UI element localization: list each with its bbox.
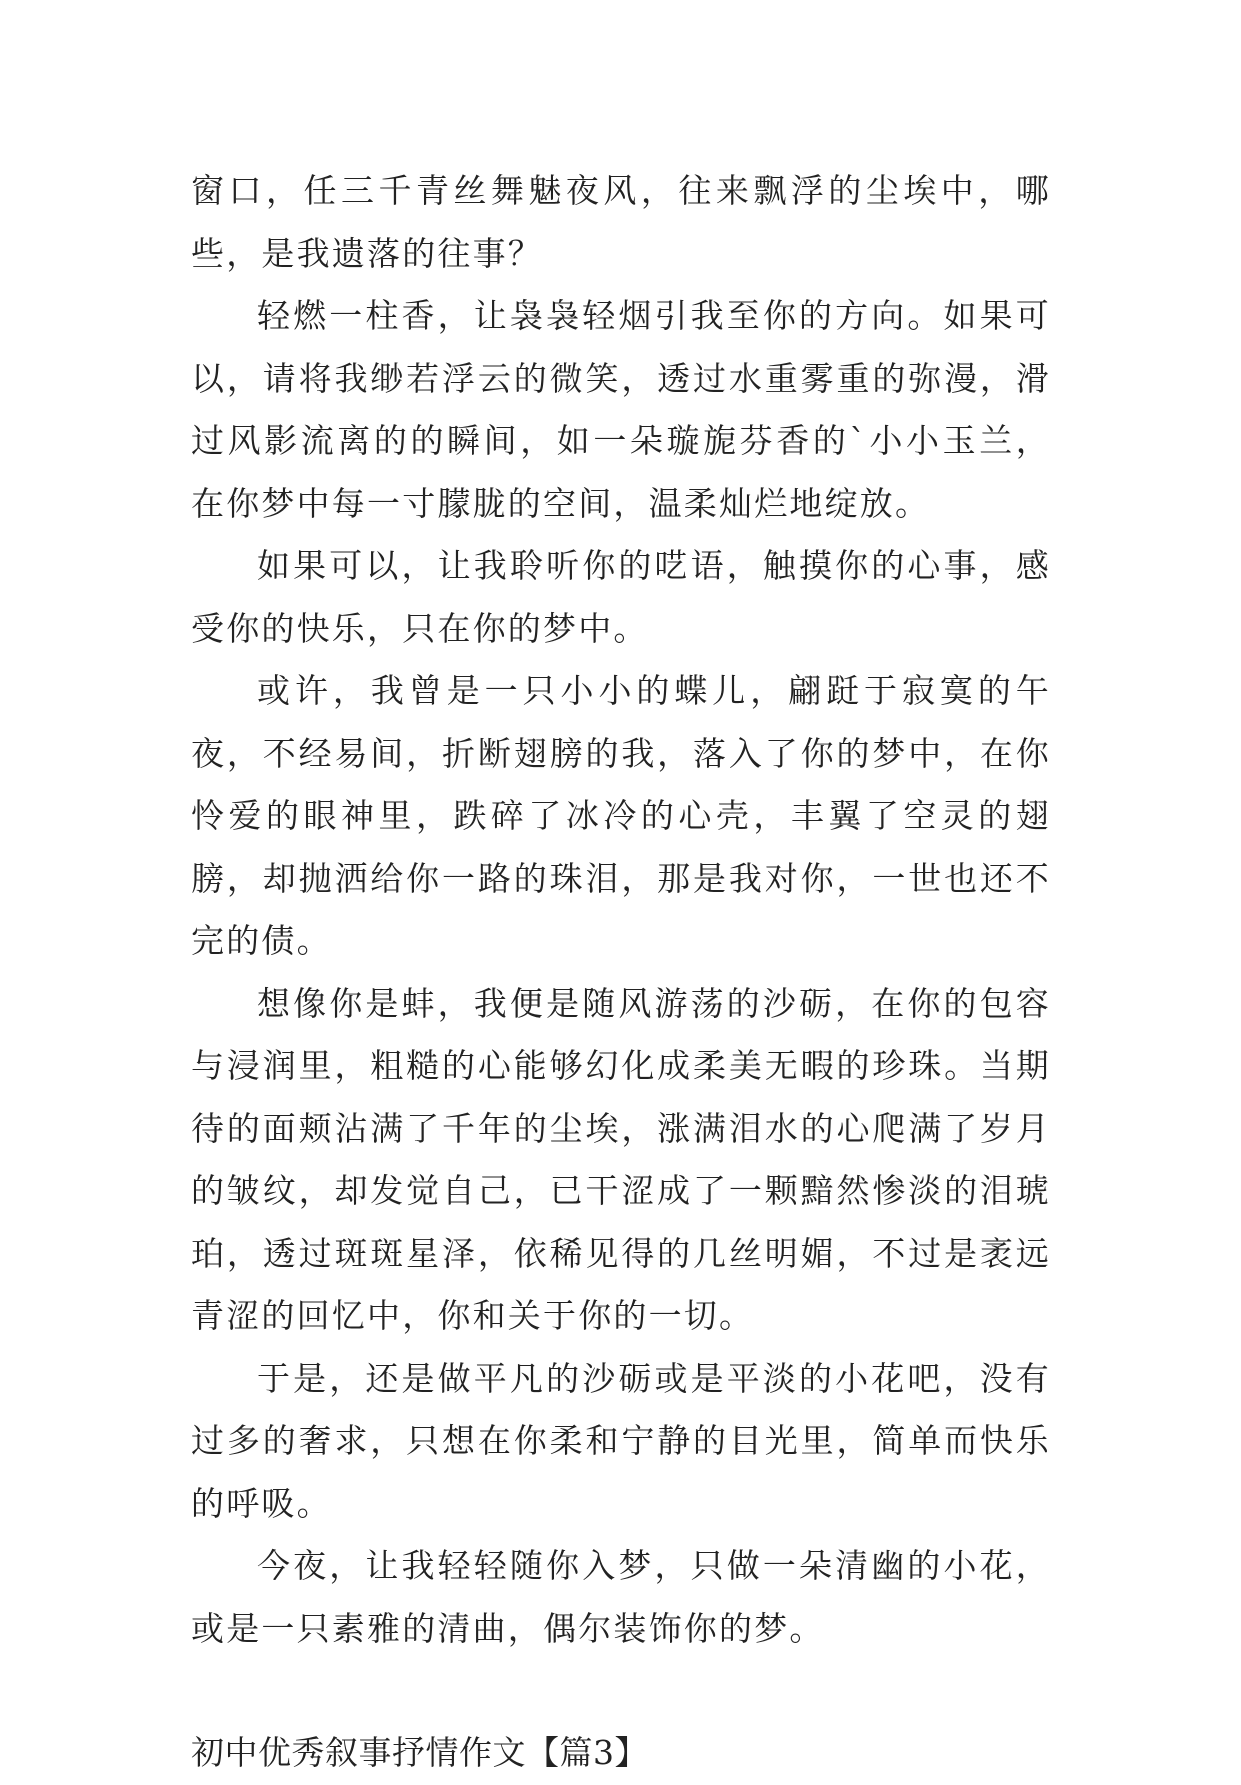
paragraph-5: 想像你是蚌，我便是随风游荡的沙砺，在你的包容与浸润里，粗糙的心能够幻化成柔美无暇的珍珠。当期待的面颊沾满了千年的尘埃，涨满泪水的心爬满了岁月的皱纹，却发觉自己，已干涩成了一颗黯然惨淡的泪琥珀，透过斑斑星泽，依稀见得的几丝明媚，不过是袤远青涩的回忆中，你和关于你的一切。	[191, 983, 1051, 1335]
paragraph-7: 今夜，让我轻轻随你入梦，只做一朵清幽的小花，或是一只素雅的清曲，偶尔装饰你的梦。	[191, 1546, 1051, 1648]
paragraph-2: 轻燃一柱香，让袅袅轻烟引我至你的方向。如果可以，请将我缈若浮云的微笑，透过水重雾重的弥漫，滑过风影流离的的瞬间，如一朵璇旎芬香的`小小玉兰，在你梦中每一寸朦胧的空间，温柔灿烂地绽放。	[191, 296, 1051, 523]
paragraph-3: 如果可以，让我聆听你的呓语，触摸你的心事，感受你的快乐，只在你的梦中。	[191, 546, 1051, 648]
paragraph-1: 窗口，任三千青丝舞魅夜风，往来飘浮的尘埃中，哪些，是我遗落的往事？	[191, 171, 1051, 273]
paragraph-6: 于是，还是做平凡的沙砺或是平淡的小花吧，没有过多的奢求，只想在你柔和宁静的目光里，简单而快乐的呼吸。	[191, 1358, 1051, 1523]
section-heading: 初中优秀叙事抒情作文【篇3】	[191, 1733, 648, 1772]
document-body	[191, 160, 1051, 1785]
paragraph-4: 或许，我曾是一只小小的蝶儿，翩跹于寂寞的午夜，不经易间，折断翅膀的我，落入了你的梦中，在你怜爱的眼神里，跌碎了冰冷的心壳，丰翼了空灵的翅膀，却抛洒给你一路的珠泪，那是我对你，一世也还不完的债。	[191, 671, 1051, 960]
